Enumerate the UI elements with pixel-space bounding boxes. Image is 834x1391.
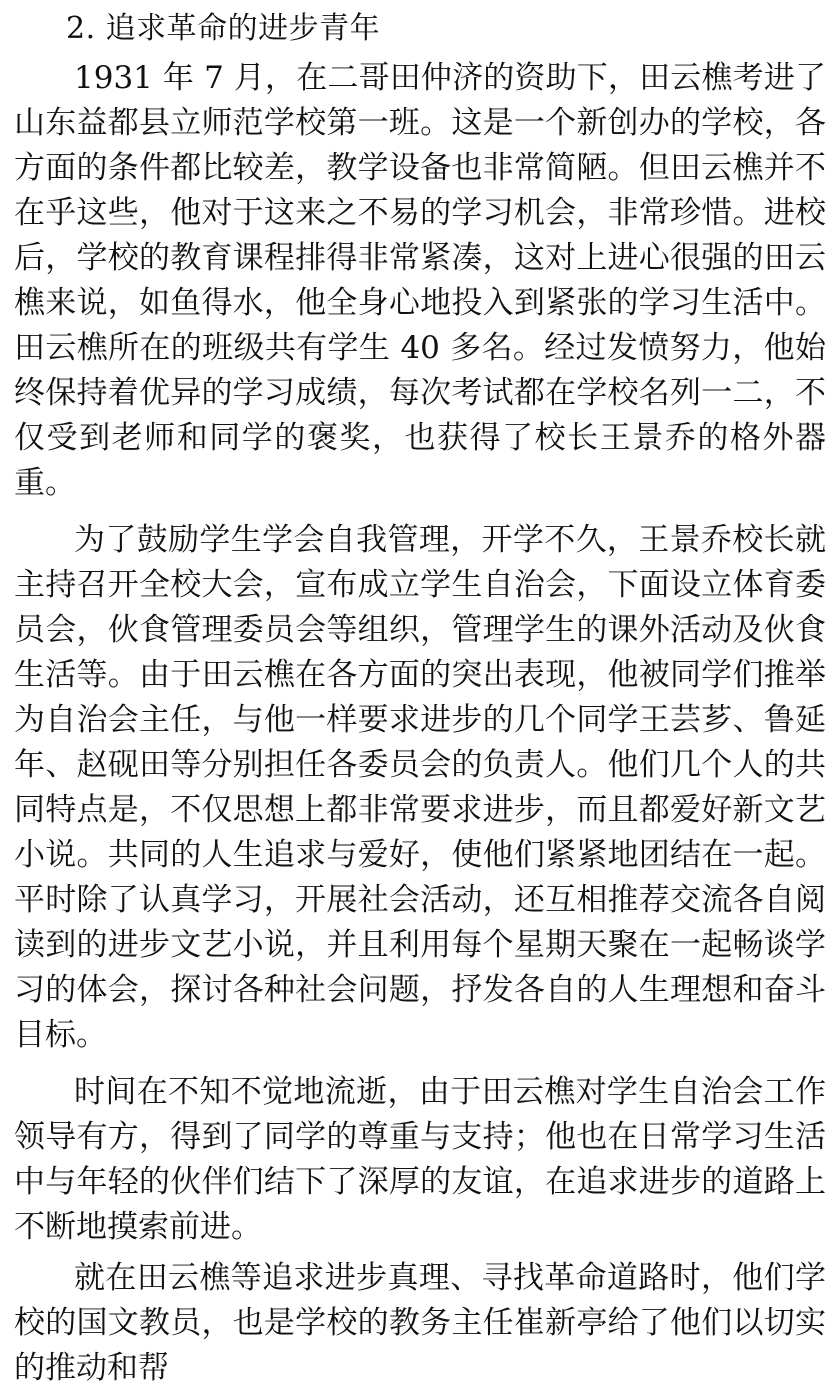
section-title: 2. 追求革命的进步青年: [66, 11, 381, 46]
paragraph-4: 就在田云樵等追求进步真理、寻找革命道路时，他们学校的国文教员，也是学校的教务主任崔新亭给了他们以切实的推动和帮: [14, 1260, 826, 1386]
paragraph-3: 时间在不知不觉地流逝，由于田云樵对学生自治会工作领导有方，得到了同学的尊重与支持；他也在日常学习生活中与年轻的伙伴们结下了深厚的友谊，在追求进步的道路上不断地摸索前进。: [14, 1074, 826, 1245]
paragraph-1: 1931 年 7 月，在二哥田仲济的资助下，田云樵考进了山东益都县立师范学校第一班。这是一个新创办的学校，各方面的条件都比较差，教学设备也非常简陋。但田云樵并不在乎这些，他对于这来之不易的学习机会，非常珍惜。进校后，学校的教育课程排得非常紧凑，这对上进心很强的田云樵来说，如鱼得水，他全身心地投入到紧张的学习生活中。田云樵所在的班级共有学生 40 多名。经过发愤努力，他始终保持着优异的学习成绩，每次考试都在学校名列一二，不仅受到老师和同学的褒奖，也获得了校长王景乔的格外器重。: [14, 60, 826, 501]
paragraph-2: 为了鼓励学生学会自我管理，开学不久，王景乔校长就主持召开全校大会，宣布成立学生自治会，下面设立体育委员会，伙食管理委员会等组织，管理学生的课外活动及伙食生活等。由于田云樵在各方面的突出表现，他被同学们推举为自治会主任，与他一样要求进步的几个同学王芸芗、鲁延年、赵砚田等分别担任各委员会的负责人。他们几个人的共同特点是，不仅思想上都非常要求进步，而且都爱好新文艺小说。共同的人生追求与爱好，使他们紧紧地团结在一起。平时除了认真学习，开展社会活动，还互相推荐交流各自阅读到的进步文艺小说，并且利用每个星期天聚在一起畅谈学习的体会，探讨各种社会问题，抒发各自的人生理想和奋斗目标。: [14, 522, 826, 1053]
